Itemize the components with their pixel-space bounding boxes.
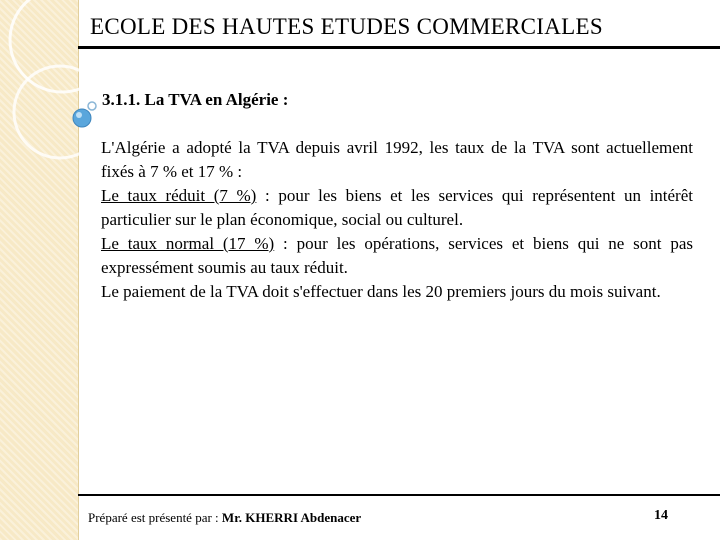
footer-divider — [78, 494, 720, 496]
body-text — [101, 136, 693, 304]
reduced-rate-text: : pour les biens et les services qui représentent un intérêt particulier sur le plan économique, social ou culturel. — [101, 186, 693, 229]
section-title: 3.1.1. La TVA en Algérie : — [102, 90, 289, 109]
intro-text: L'Algérie a adopté la TVA depuis avril 1992, les taux de la TVA sont actuellement fixés à 7 % et 17 % : — [101, 138, 693, 181]
author-name: Mr. KHERRI Abdenacer — [221, 510, 362, 525]
page-number: 14 — [654, 508, 668, 523]
reduced-rate-label: Le taux réduit (7 %) — [101, 186, 257, 205]
normal-rate-text: : pour les opérations, services et biens qui ne sont pas expressément soumis au taux réduit. — [101, 234, 693, 277]
prepared-by-label: Préparé est présenté par : — [88, 510, 219, 525]
normal-rate-label: Le taux normal (17 %) — [101, 234, 275, 253]
footer-credit — [88, 510, 361, 526]
intro-paragraph — [101, 136, 693, 184]
page-title: ECOLE DES HAUTES ETUDES COMMERCIALES — [90, 14, 603, 39]
payment-paragraph — [101, 280, 693, 304]
payment-text: Le paiement de la TVA doit s'effectuer dans les 20 premiers jours du mois suivant. — [101, 282, 661, 301]
normal-rate-paragraph — [101, 232, 693, 280]
header-divider — [78, 46, 720, 49]
reduced-rate-paragraph — [101, 184, 693, 232]
